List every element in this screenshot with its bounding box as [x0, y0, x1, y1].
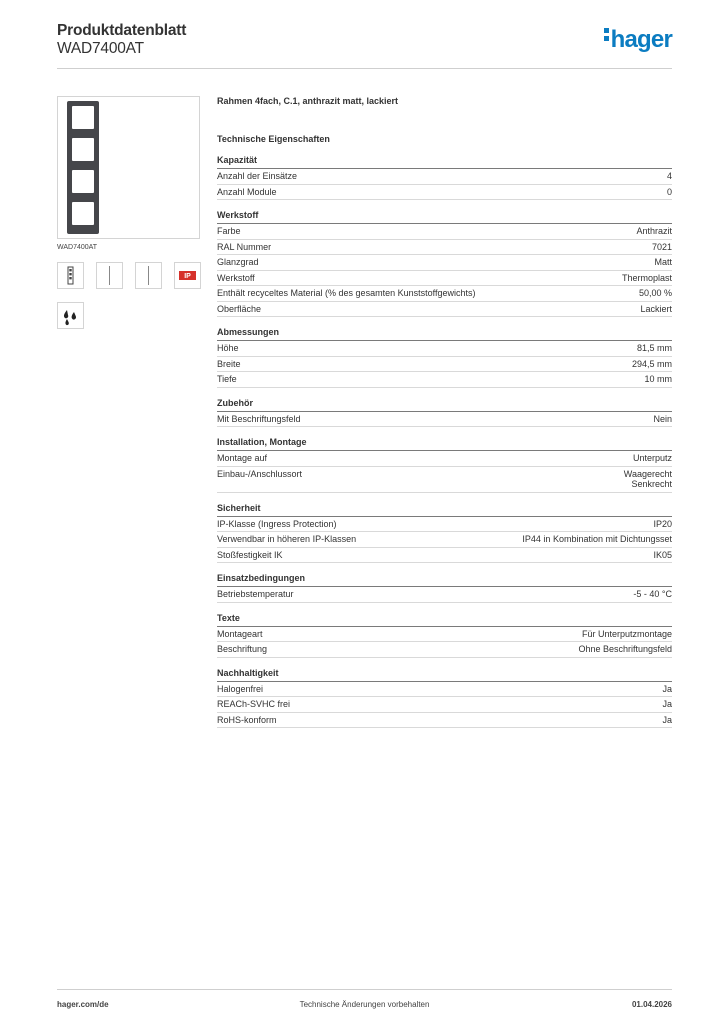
spec-label: Montageart: [217, 628, 263, 639]
spec-value-text: Lackiert: [640, 303, 672, 314]
product-image: [57, 96, 200, 239]
spec-value-text: Thermoplast: [621, 272, 672, 283]
spec-value-text: 294,5 mm: [631, 358, 672, 369]
spec-value-text: Ja: [662, 683, 672, 694]
spec-row: [217, 517, 672, 533]
footer-website-link[interactable]: hager.com/de: [57, 1000, 109, 1009]
spec-value-text: Für Unterputzmontage: [581, 628, 672, 639]
section-title: Nachhaltigkeit: [217, 668, 672, 682]
section-title: Einsatzbedingungen: [217, 573, 672, 587]
technical-properties-heading: Technische Eigenschaften: [217, 134, 330, 144]
spec-value-text: 10 mm: [644, 374, 672, 384]
spec-value-text: IK05: [653, 549, 672, 560]
spec-row: [217, 224, 672, 240]
product-image-caption: WAD7400AT: [57, 244, 98, 251]
logo-dots-icon: [604, 28, 609, 44]
spec-row: [217, 642, 672, 658]
spec-row: [217, 627, 672, 643]
spec-value-text: Waagerecht: [623, 468, 672, 479]
spec-value: [644, 374, 672, 385]
section-title: Zubehör: [217, 398, 672, 412]
spec-value-text: Ja: [662, 699, 672, 709]
spec-row: [217, 713, 672, 729]
spec-value: [522, 534, 672, 545]
frame-4fold-icon: [67, 101, 99, 234]
spec-row: [217, 357, 672, 373]
spec-value: [653, 414, 672, 425]
spec-value: [639, 288, 672, 299]
section-title: Kapazität: [217, 155, 672, 169]
spec-value: [667, 187, 672, 198]
spec-value-text: 0: [666, 186, 672, 197]
spec-value-text: 81,5 mm: [636, 343, 672, 353]
socket-column-icon: [57, 262, 84, 289]
section-title: Werkstoff: [217, 210, 672, 224]
spec-value-text: 50,00 %: [638, 288, 672, 298]
spec-row: [217, 682, 672, 698]
spec-value: [578, 644, 672, 655]
spec-sheet: [217, 96, 672, 728]
spec-value: [662, 684, 672, 695]
spec-row: [217, 302, 672, 318]
spec-row: [217, 532, 672, 548]
page-footer: [57, 989, 672, 1014]
spec-value: [633, 453, 672, 464]
spec-value: [652, 242, 672, 253]
spec-value-text: IP20: [653, 518, 672, 529]
spec-label: REACh-SVHC frei: [217, 699, 291, 709]
spec-row: [217, 255, 672, 271]
spec-value-text: 7021: [651, 241, 672, 252]
spec-label: Enthält recyceltes Material (% des gesamten Kunststoffgewichts): [217, 288, 476, 298]
spec-value: [636, 226, 672, 237]
logo-text: hager: [610, 26, 672, 53]
ip-badge-icon: [174, 262, 201, 289]
spec-label: Mit Beschriftungsfeld: [217, 413, 301, 424]
article-number: WAD7400AT: [57, 40, 144, 57]
spec-value-text: Senkrecht: [631, 479, 672, 489]
spec-value-text: Ohne Beschriftungsfeld: [578, 644, 672, 654]
spec-label: Montage auf: [217, 453, 268, 463]
section-title: Abmessungen: [217, 327, 672, 341]
spec-label: Tiefe: [217, 374, 237, 384]
spec-row: [217, 451, 672, 467]
spec-label: Anzahl der Einsätze: [217, 171, 298, 181]
spec-label: Glanzgrad: [217, 257, 259, 267]
spec-row: [217, 372, 672, 388]
spec-value-text: Unterputz: [632, 453, 672, 463]
spec-value: [662, 715, 672, 726]
spec-label: Halogenfrei: [217, 683, 264, 694]
spec-value: [654, 257, 672, 268]
spec-label: Stoßfestigkeit IK: [217, 549, 283, 560]
spec-label: Einbau-/Anschlussort: [217, 468, 303, 479]
spec-row: [217, 587, 672, 603]
section-title: Installation, Montage: [217, 437, 672, 451]
spec-row: [217, 548, 672, 564]
spec-label: Werkstoff: [217, 272, 255, 283]
section-title: Texte: [217, 613, 672, 627]
spec-value: [637, 343, 672, 354]
spec-row: [217, 341, 672, 357]
spec-row: [217, 240, 672, 256]
spec-value: [633, 589, 672, 600]
spec-row: [217, 286, 672, 302]
document-title: Produktdatenblatt: [57, 22, 187, 39]
spec-row: [217, 467, 672, 493]
spec-label: Verwendbar in höheren IP-Klassen: [217, 534, 357, 544]
spec-label: Breite: [217, 358, 241, 369]
section-title: Sicherheit: [217, 503, 672, 517]
spec-value: [653, 550, 672, 561]
product-description: Rahmen 4fach, C.1, anthrazit matt, lackiert: [217, 96, 399, 106]
spec-row: [217, 271, 672, 287]
page-header: [57, 20, 672, 69]
spec-value: [667, 171, 672, 182]
spec-value-text: Matt: [654, 257, 672, 267]
spec-label: IP-Klasse (Ingress Protection): [217, 518, 337, 529]
spec-value: [662, 699, 672, 710]
line-icon: [96, 262, 123, 289]
spec-value: [653, 519, 672, 530]
line-icon: [135, 262, 162, 289]
spec-label: Höhe: [217, 343, 239, 353]
spec-value: [640, 304, 672, 315]
spec-value-text: Ja: [662, 714, 672, 725]
spec-value-text: 4: [666, 171, 672, 181]
hager-logo: [604, 26, 672, 54]
spec-row: [217, 697, 672, 713]
spec-label: Oberfläche: [217, 303, 262, 314]
spec-value-text: Nein: [653, 413, 672, 424]
spec-label: Farbe: [217, 226, 241, 236]
spec-label: RAL Nummer: [217, 241, 272, 252]
footer-date: 01.04.2026: [631, 1000, 672, 1009]
spec-label: Anzahl Module: [217, 186, 277, 197]
spec-value-text: -5 - 40 °C: [633, 589, 672, 599]
spec-label: RoHS-konform: [217, 714, 277, 725]
spec-value: [624, 469, 672, 490]
spec-sections: [217, 155, 672, 728]
spec-row: [217, 412, 672, 428]
footer-disclaimer: Technische Änderungen vorbehalten: [299, 1000, 430, 1009]
spec-value: [582, 629, 672, 640]
spec-value: [632, 359, 672, 370]
ip-badge-text: IP: [184, 273, 191, 281]
spec-label: Beschriftung: [217, 644, 268, 654]
water-drops-icon: [57, 302, 84, 329]
spec-value-text: Anthrazit: [636, 226, 672, 236]
spec-value-text: IP44 in Kombination mit Dichtungsset: [522, 534, 672, 544]
spec-label: Betriebstemperatur: [217, 589, 294, 599]
spec-row: [217, 169, 672, 185]
spec-row: [217, 185, 672, 201]
spec-value: [622, 273, 672, 284]
